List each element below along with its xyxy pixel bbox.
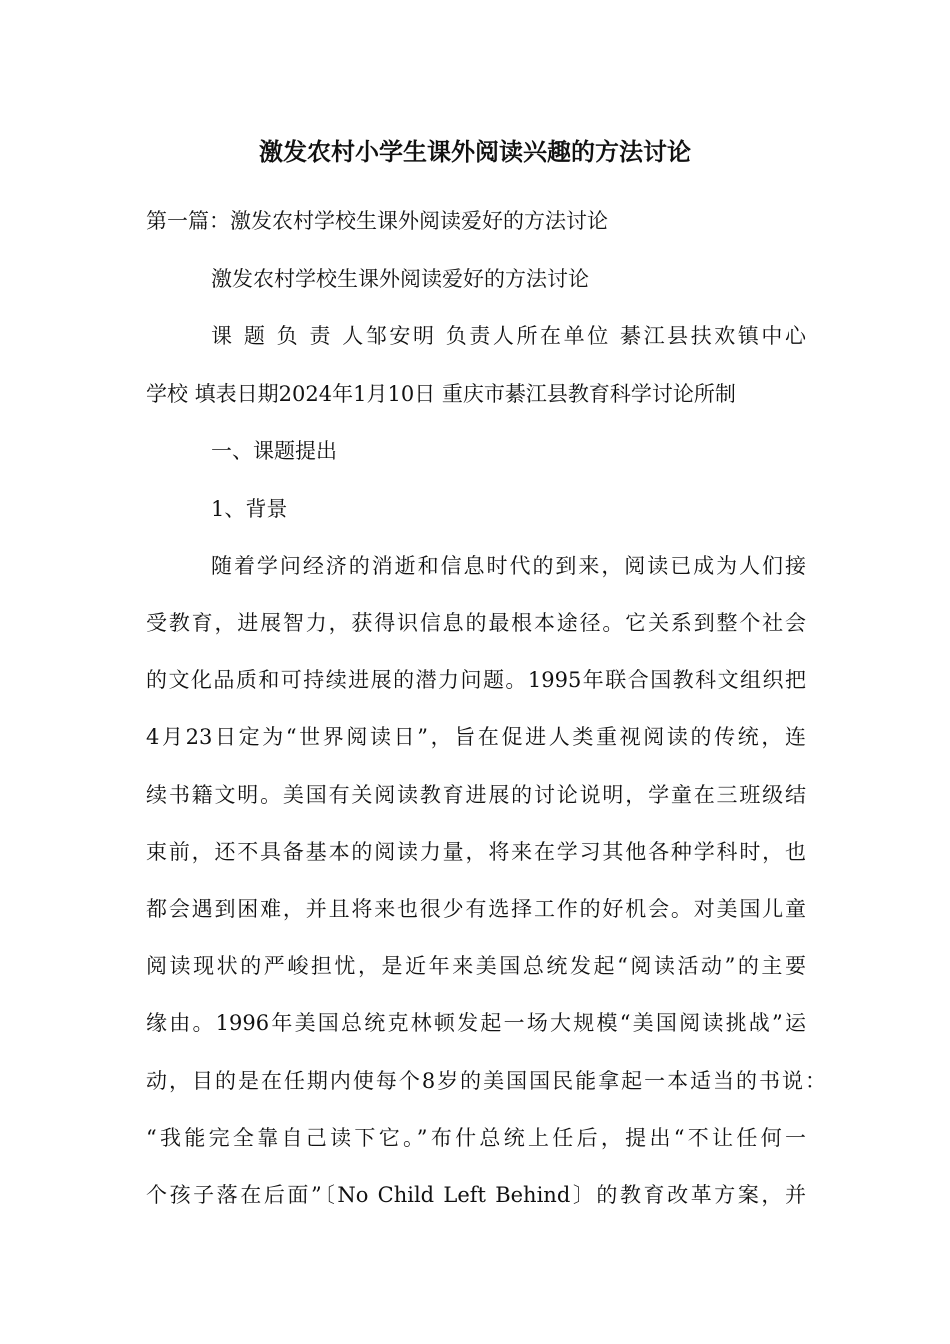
body-line: 4月23日定为“世界阅读日”，旨在促进人类重视阅读的传统，连 [146, 725, 806, 749]
body-line: 的文化品质和可持续进展的潜力问题。1995年联合国教科文组织把 [146, 668, 806, 692]
subtitle: 激发农村学校生课外阅读爱好的方法讨论 [211, 267, 589, 291]
subsection-heading: 1、背景 [211, 497, 288, 521]
body-line: 都会遇到困难，并且将来也很少有选择工作的好机会。对美国儿童 [146, 897, 806, 921]
info-line-1: 课 题 负 责 人邹安明 负责人所在单位 綦江县扶欢镇中心 [211, 324, 806, 348]
body-line: 阅读现状的严峻担忧，是近年来美国总统发起“阅读活动”的主要 [146, 954, 806, 978]
body-line: 随着学问经济的消逝和信息时代的到来，阅读已成为人们接 [211, 554, 806, 578]
document-title: 激发农村小学生课外阅读兴趣的方法讨论 [259, 137, 691, 166]
body-line: 束前，还不具备基本的阅读力量，将来在学习其他各种学科时，也 [146, 840, 806, 864]
info-line-2: 学校 填表日期2024年1月10日 重庆市綦江县教育科学讨论所制 [146, 382, 736, 406]
part-heading: 第一篇：激发农村学校生课外阅读爱好的方法讨论 [146, 209, 608, 233]
body-line: 动，目的是在任期内使每个8岁的美国国民能拿起一本适当的书说： [146, 1069, 826, 1093]
section-heading: 一、课题提出 [211, 439, 337, 463]
body-line: “我能完全靠自己读下它。”布什总统上任后，提出“不让任何一 [146, 1126, 806, 1150]
body-line: 缘由。1996年美国总统克林顿发起一场大规模“美国阅读挑战”运 [146, 1011, 806, 1035]
body-line: 受教育，进展智力，获得识信息的最根本途径。它关系到整个社会 [146, 611, 806, 635]
body-line: 续书籍文明。美国有关阅读教育进展的讨论说明，学童在三班级结 [146, 783, 806, 807]
body-line: 个孩子落在后面”〔No Child Left Behind〕的教育改革方案，并 [146, 1183, 806, 1207]
